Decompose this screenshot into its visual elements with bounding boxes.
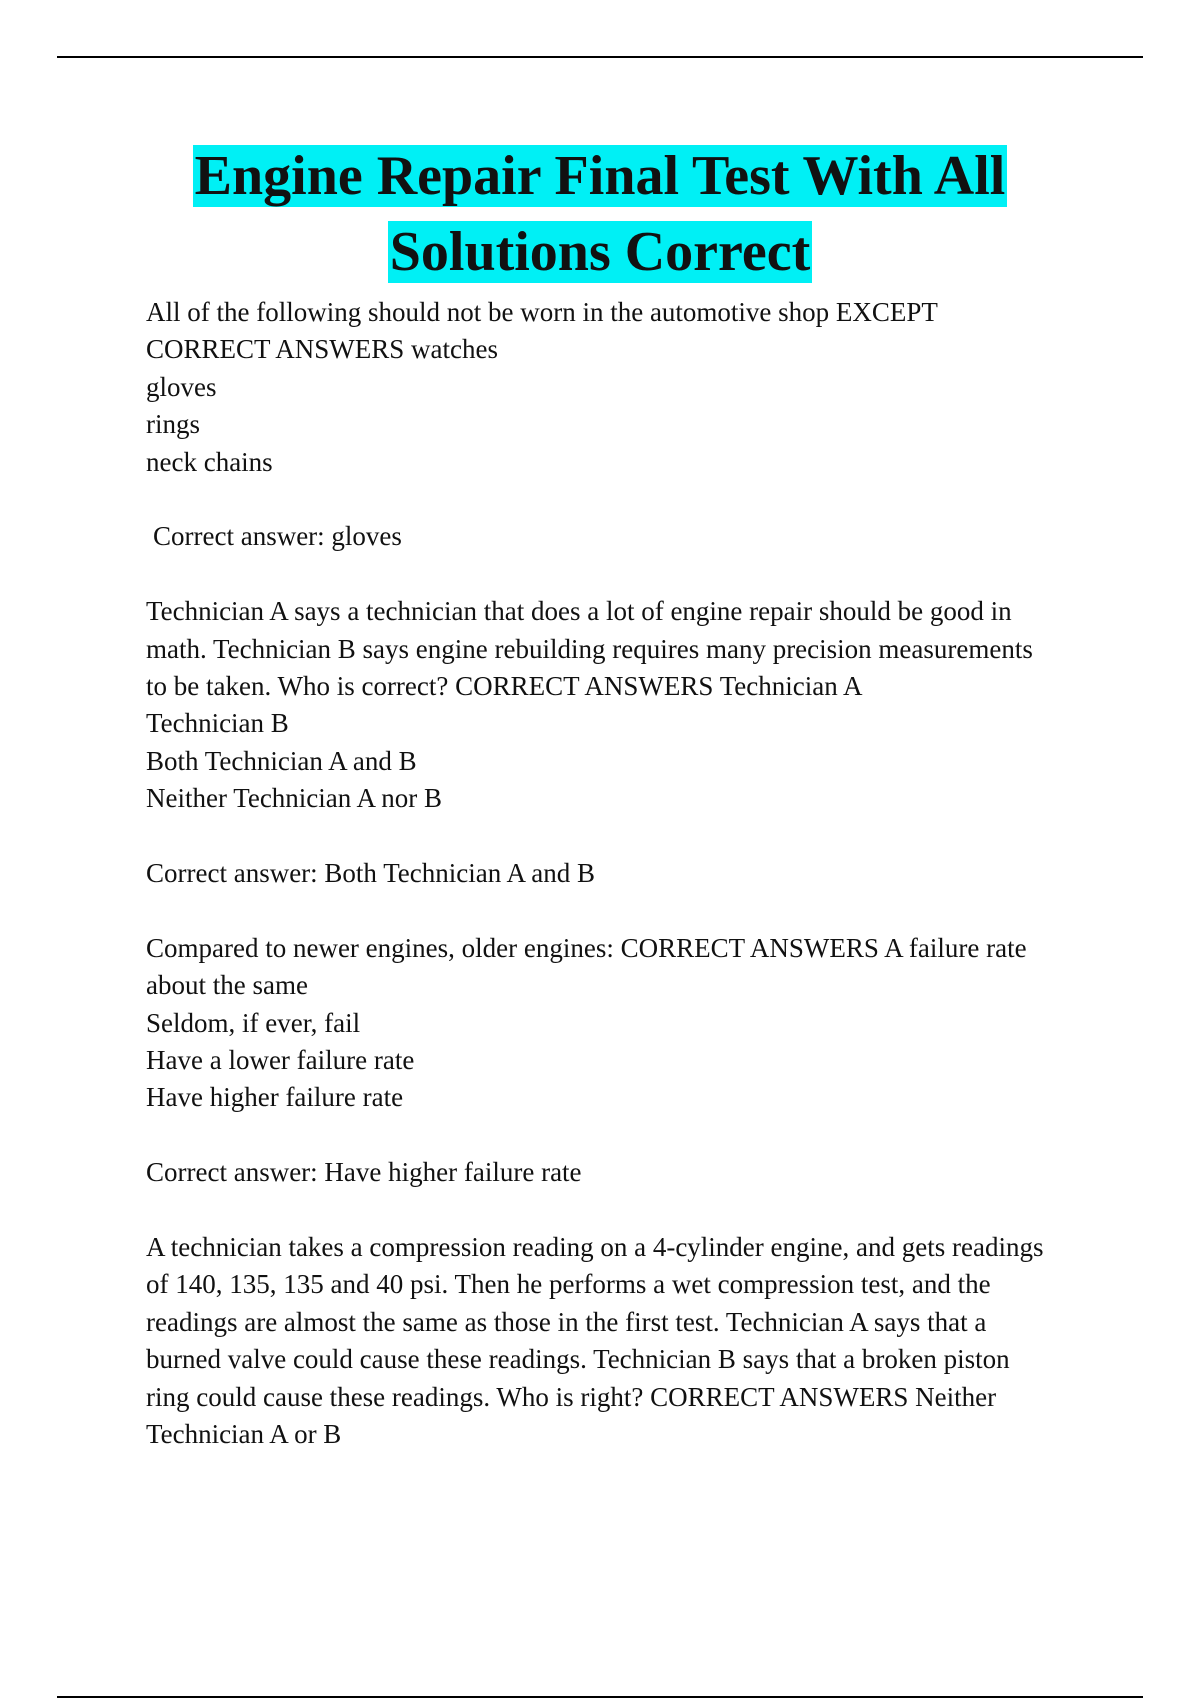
correct-answer-3: Correct answer: Have higher failure rate bbox=[146, 1157, 582, 1188]
question-line: ring could cause these readings. Who is right? CORRECT ANSWERS Neither bbox=[146, 1381, 997, 1412]
document-body bbox=[146, 294, 1106, 1454]
question-line: All of the following should not be worn in the automotive shop EXCEPT bbox=[146, 297, 938, 327]
footer-rule bbox=[57, 1696, 1143, 1698]
title-line-1: Engine Repair Final Test With All bbox=[194, 145, 1006, 207]
question-line: Technician A or B bbox=[146, 1419, 342, 1450]
question-line: math. Technician B says engine rebuilding requires many precision measurements bbox=[146, 633, 1033, 664]
question-2 bbox=[146, 593, 1106, 930]
question-1 bbox=[146, 294, 1106, 593]
option-line: Both Technician A and B bbox=[146, 745, 417, 776]
option-line: Technician B bbox=[146, 708, 289, 739]
question-line: readings are almost the same as those in the first test. Technician A says that a bbox=[146, 1306, 987, 1337]
correct-answer-1: Correct answer: gloves bbox=[153, 521, 402, 552]
question-line: to be taken. Who is correct? CORRECT ANSWERS Technician A bbox=[146, 671, 863, 702]
question-line: CORRECT ANSWERS watches bbox=[146, 334, 499, 365]
question-3 bbox=[146, 930, 1106, 1229]
header-rule bbox=[57, 56, 1143, 58]
question-4 bbox=[146, 1229, 1106, 1453]
option-line: Have higher failure rate bbox=[146, 1082, 404, 1113]
correct-answer-2: Correct answer: Both Technician A and B bbox=[146, 858, 596, 889]
question-line: A technician takes a compression reading on a 4-cylinder engine, and gets readings bbox=[146, 1232, 1044, 1263]
option-line: neck chains bbox=[146, 446, 273, 477]
option-line: Neither Technician A nor B bbox=[146, 783, 443, 814]
question-line: burned valve could cause these readings. Technician B says that a broken piston bbox=[146, 1344, 1010, 1375]
option-line: Have a lower failure rate bbox=[146, 1045, 415, 1076]
option-line: about the same bbox=[146, 970, 308, 1001]
title-line-2: Solutions Correct bbox=[389, 221, 811, 283]
option-line: gloves bbox=[146, 371, 217, 402]
page-title bbox=[0, 138, 1200, 290]
option-line: Seldom, if ever, fail bbox=[146, 1007, 361, 1038]
question-line: Compared to newer engines, older engines: CORRECT ANSWERS A failure rate bbox=[146, 932, 1027, 963]
option-line: rings bbox=[146, 409, 200, 440]
question-line: of 140, 135, 135 and 40 psi. Then he performs a wet compression test, and the bbox=[146, 1269, 991, 1300]
question-line: Technician A says a technician that does a lot of engine repair should be good in bbox=[146, 596, 1012, 627]
